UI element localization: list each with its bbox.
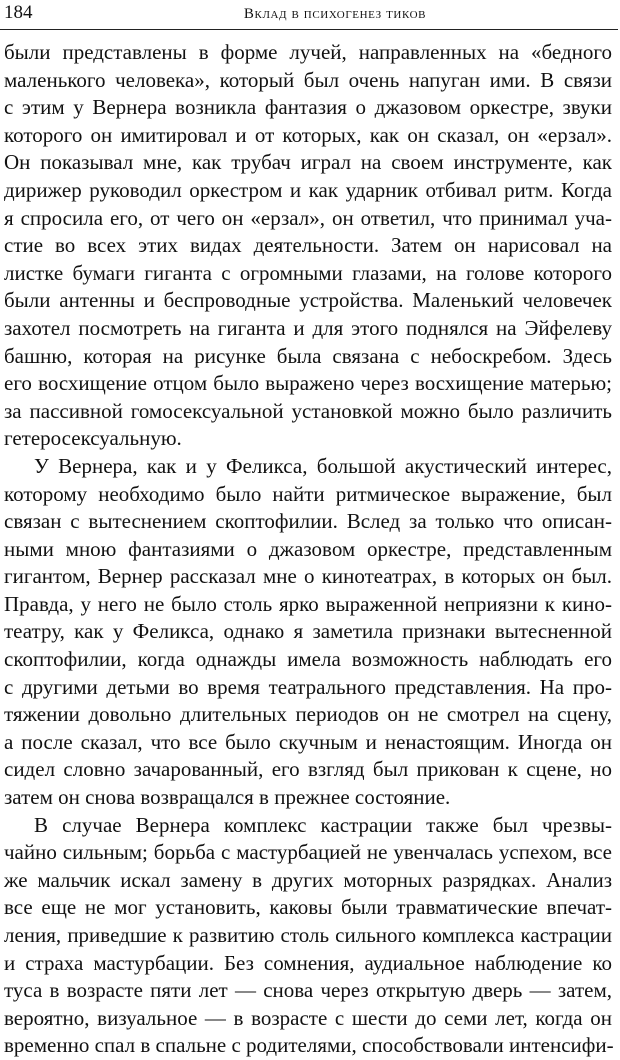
text-line: связан с вытеснением скоптофилии. Вслед за только что описан-	[4, 509, 612, 534]
text-line: Правда, у него не было столь ярко выраженной неприязни к кино-	[4, 591, 612, 616]
text-line: листке бумаги гиганта с огромными глазами, на голове которого	[4, 260, 612, 285]
text-line: затем он снова возвращался в прежнее состояние.	[4, 785, 451, 810]
text-line: были представлены в форме лучей, направленных на «бедного	[4, 40, 612, 64]
text-line: сидел словно зачарованный, его взгляд был прикован к сцене, но	[4, 757, 612, 782]
text-line: гигантом, Вернер рассказал мне о кинотеатрах, в которых он был.	[4, 564, 612, 589]
text-line: В случае Вернера комплекс кастрации также был чрезвы-	[34, 812, 612, 837]
text-line: которому необходимо было найти ритмическое выражение, был	[4, 481, 612, 506]
text-line: туса в возрасте пяти лет — снова через открытую дверь — затем,	[4, 978, 612, 1003]
text-line: которого он имитировал и от которых, как он сказал, он «ерзал».	[4, 122, 612, 147]
text-line: дирижер руководил оркестром и как ударник отбивал ритм. Когда	[4, 177, 612, 202]
text-line: временно спал в спальне с родителями, способствовали интенсифи-	[4, 1033, 614, 1058]
text-line: Он показывал мне, как трубач играл на своем инструменте, как	[4, 150, 612, 175]
text-line: стие во всех этих видах деятельности. Затем он нарисовал на	[4, 233, 612, 258]
text-line: маленького человека», который был очень напуган ими. В связи	[4, 67, 612, 92]
text-line: и страха мастурбации. Без сомнения, аудиальное наблюдение ко	[4, 950, 612, 975]
text-line: ными мною фантазиями о джазовом оркестре, представленным	[4, 536, 612, 561]
text-line: гетеросексуальную.	[4, 426, 182, 451]
text-line: с другими детьми во время театрального представления. На про-	[4, 674, 612, 699]
text-line: за пассивной гомосексуальной установкой можно было различить	[4, 398, 612, 423]
text-line: я спросила его, от чего он «ерзал», он ответил, что принимал уча-	[4, 205, 612, 230]
text-line: У Вернера, как и у Феликса, большой акустический интерес,	[34, 453, 612, 478]
text-line: скоптофилии, когда однажды имела возможность наблюдать его	[4, 647, 612, 672]
text-line: его восхищение отцом было выражено через восхищение матерью;	[4, 371, 612, 396]
text-line: а после сказал, что все было скучным и ненастоящим. Иногда он	[4, 729, 612, 754]
page-header	[0, 0, 620, 30]
text-line: ления, приведшие к развитию столь сильного комплекса кастрации	[4, 923, 612, 947]
text-line: вероятно, визуальное — в возрасте с шести до семи лет, когда он	[4, 1005, 612, 1030]
page-number: 184	[4, 2, 33, 23]
header-rule	[0, 29, 618, 30]
text-line: башню, которая на рисунке была связана с небоскребом. Здесь	[4, 343, 612, 368]
text-line: тяжении довольно длительных периодов он не смотрел на сцену,	[4, 702, 612, 727]
text-line: все еще не мог установить, каковы были травматические впечат-	[4, 895, 612, 920]
text-line: же мальчик искал замену в других моторных разрядках. Анализ	[4, 867, 612, 892]
body-text	[4, 39, 614, 1058]
text-line: с этим у Вернера возникла фантазия о джазовом оркестре, звуки	[4, 95, 612, 120]
text-line: захотел посмотреть на гиганта и для этого поднялся на Эйфелеву	[4, 315, 612, 340]
running-title: Вклад в психогенез тиков	[243, 6, 427, 22]
text-line: были антенны и беспроводные устройства. Маленький человечек	[4, 288, 612, 313]
text-line: чайно сильным; борьба с мастурбацией не увенчалась успехом, все	[4, 840, 612, 865]
text-line: театру, как у Феликса, однако я заметила признаки вытесненной	[4, 619, 612, 644]
